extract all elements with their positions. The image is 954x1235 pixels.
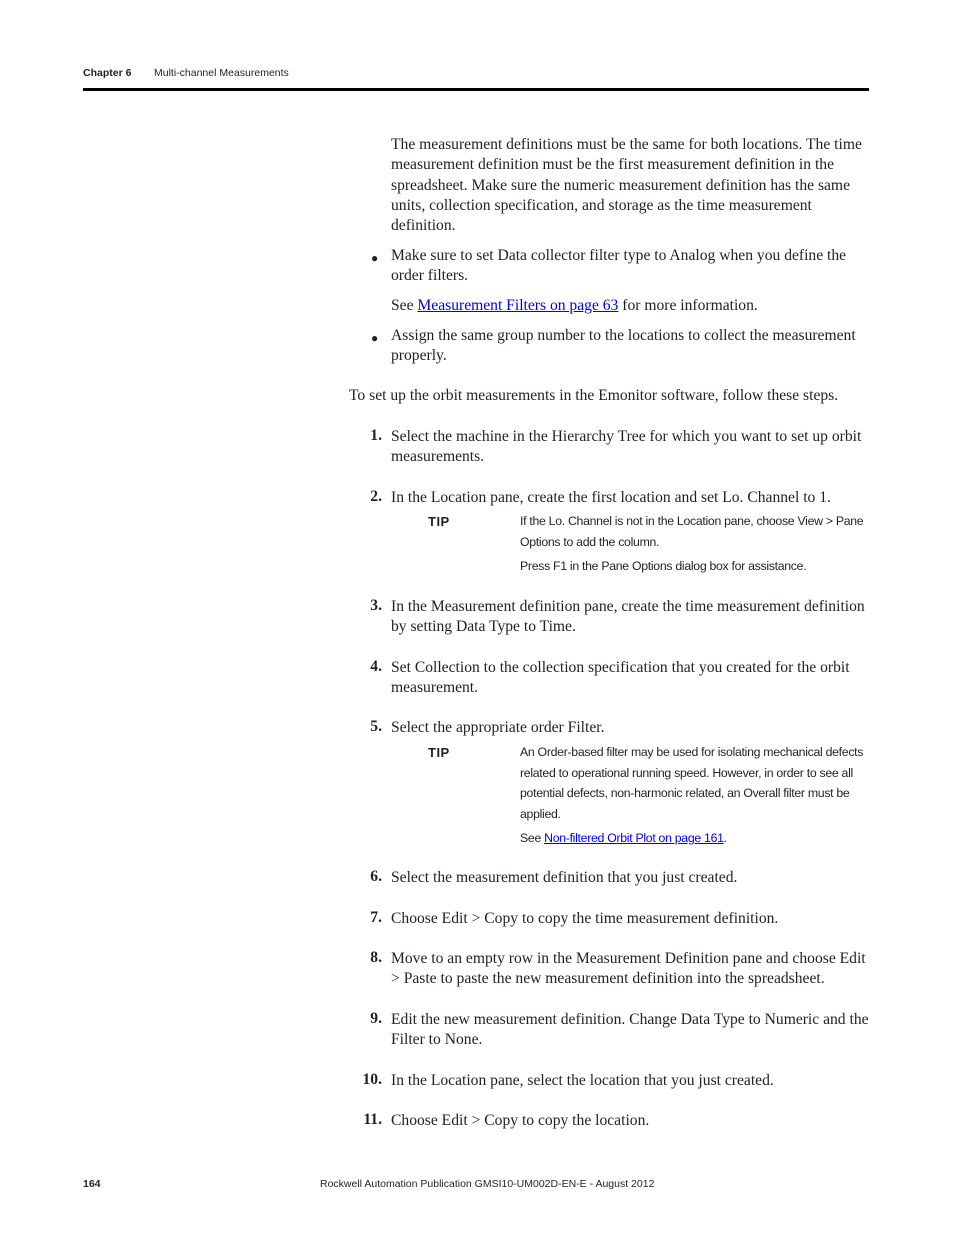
non-filtered-orbit-plot-link[interactable]: Non-filtered Orbit Plot on page 161 bbox=[544, 831, 724, 845]
step-number: 1. bbox=[370, 427, 382, 444]
header-rule bbox=[83, 88, 869, 91]
step-text: In the Measurement definition pane, create the time measurement definition by setting Data Type to Time. bbox=[391, 598, 865, 636]
step-number: 10. bbox=[362, 1071, 382, 1088]
step-number: 4. bbox=[370, 658, 382, 675]
step-text: Set Collection to the collection specification that you created for the orbit measurement. bbox=[391, 659, 850, 697]
see-prefix: See bbox=[391, 297, 418, 314]
step-text: Choose Edit > Copy to copy the time measurement definition. bbox=[391, 910, 779, 927]
step-text: Edit the new measurement definition. Change Data Type to Numeric and the Filter to None. bbox=[391, 1011, 869, 1049]
bullet-marker: ● bbox=[371, 251, 379, 265]
chapter-title: Multi-channel Measurements bbox=[154, 67, 289, 79]
step-text: In the Location pane, create the first location and set Lo. Channel to 1. bbox=[391, 489, 831, 506]
step-text: Select the measurement definition that you just created. bbox=[391, 869, 738, 886]
page-header bbox=[83, 67, 289, 79]
bullet-marker: ● bbox=[371, 331, 379, 345]
step-number: 3. bbox=[370, 597, 382, 614]
step-number: 8. bbox=[370, 949, 382, 966]
step-number: 7. bbox=[370, 909, 382, 926]
bullet-item: Make sure to set Data collector filter type to Analog when you define the order filters. bbox=[391, 247, 847, 285]
step-number: 9. bbox=[370, 1010, 382, 1027]
intro-paragraph: The measurement definitions must be the same for both locations. The time measurement definition must be the first measurement definition in the spreadsheet. Make sure the numeric measurement definition has the same units, collection specification, and storage as the time measurement definition. bbox=[391, 136, 862, 235]
tip-label: TIP bbox=[428, 514, 450, 529]
step-number: 2. bbox=[370, 488, 382, 505]
step-text: In the Location pane, select the location that you just created. bbox=[391, 1072, 774, 1089]
see-suffix: for more information. bbox=[618, 297, 758, 314]
bullet-item: Assign the same group number to the locations to collect the measurement properly. bbox=[391, 327, 856, 365]
step-number: 6. bbox=[370, 868, 382, 885]
tip-see-suffix: . bbox=[723, 831, 727, 845]
measurement-filters-link[interactable]: Measurement Filters on page 63 bbox=[417, 297, 619, 314]
step-text: Select the appropriate order Filter. bbox=[391, 719, 605, 736]
tip-see-reference bbox=[520, 828, 870, 849]
page-number: 164 bbox=[83, 1178, 101, 1190]
tip-see-prefix: See bbox=[520, 831, 545, 845]
step-number: 11. bbox=[363, 1111, 382, 1128]
tip-label: TIP bbox=[428, 745, 450, 760]
tip-text: Press F1 in the Pane Options dialog box for assistance. bbox=[520, 559, 807, 573]
tip-text: If the Lo. Channel is not in the Location pane, choose View > Pane Options to add the column. bbox=[520, 514, 864, 549]
step-text: Select the machine in the Hierarchy Tree for which you want to set up orbit measurements. bbox=[391, 428, 862, 466]
step-number: 5. bbox=[370, 718, 382, 735]
tip-text: An Order-based filter may be used for isolating mechanical defects related to operational running speed. However, in order to see all potential defects, non-harmonic related, an Overall filter must be applied. bbox=[520, 745, 864, 821]
steps-lead-in: To set up the orbit measurements in the Emonitor software, follow these steps. bbox=[349, 387, 839, 404]
step-text: Move to an empty row in the Measurement Definition pane and choose Edit > Paste to paste the new measurement definition into the spreadsheet. bbox=[391, 950, 866, 988]
chapter-label: Chapter 6 bbox=[83, 67, 132, 79]
see-reference bbox=[391, 296, 869, 316]
publication-info: Rockwell Automation Publication GMSI10-UM002D-EN-E - August 2012 bbox=[320, 1178, 655, 1190]
step-text: Choose Edit > Copy to copy the location. bbox=[391, 1112, 650, 1129]
